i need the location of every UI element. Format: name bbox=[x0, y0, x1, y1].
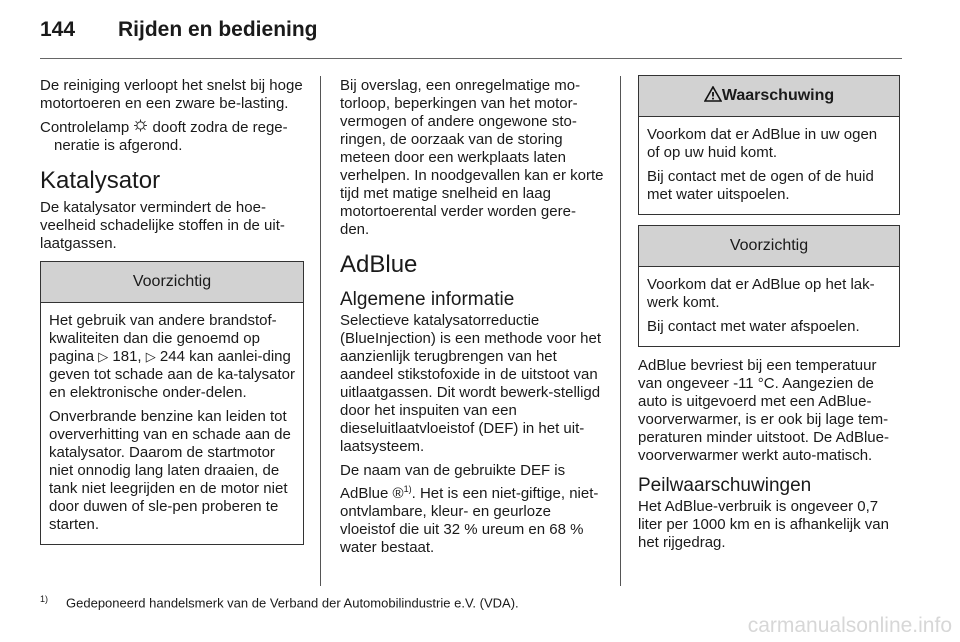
heading-katalysator: Katalysator bbox=[40, 167, 161, 194]
header-rule bbox=[40, 58, 902, 59]
column-3 bbox=[638, 67, 900, 558]
paragraph: De reiniging verloopt het snelst bij hoge motortoeren en een zware be-lasting. bbox=[40, 77, 303, 112]
warning-triangle-icon bbox=[704, 87, 722, 104]
text: De naam van de gebruikte DEF is AdBlue ® bbox=[340, 462, 566, 502]
text: . Het is een niet-giftige, niet-ontvlambare, kleur- en geurloze vloeistof die uit 32 % ureum en 68 % water bestaat. bbox=[340, 485, 599, 556]
caution-box bbox=[40, 261, 304, 545]
paragraph: Onverbrande benzine kan leiden tot oververhitting van en schade aan de katalysator. Daarom de startmotor niet onnodig lang laten draaien, de tank niet leegrijden en de motor niet door duwen of sle-pen proberen te starten. bbox=[49, 408, 291, 533]
paragraph: Voorkom dat er AdBlue in uw ogen of op uw huid komt. bbox=[647, 126, 878, 161]
paragraph: De katalysator vermindert de hoe-veelheid schadelijke stoffen in de uit-laatgassen. bbox=[40, 199, 285, 252]
text: Controlelamp bbox=[40, 119, 134, 136]
column-2 bbox=[340, 77, 604, 563]
paragraph: AdBlue bevriest bij een temperatuur van ongeveer -11 °C. Aangezien de auto is uitgevoerd met een AdBlue-voorverwarmer, is er ook bij lage tem-peraturen minder uitstoot. De AdBlue-voorverwarmer werkt auto-matisch. bbox=[638, 357, 889, 464]
paragraph bbox=[40, 119, 304, 155]
warning-box bbox=[638, 75, 900, 215]
page-number: 144 bbox=[40, 18, 76, 41]
heading-algemene-informatie: Algemene informatie bbox=[340, 289, 515, 310]
caution-title: Voorzichtig bbox=[41, 262, 303, 303]
footnote-ref: 1) bbox=[403, 484, 412, 494]
page-header bbox=[40, 18, 318, 42]
page-reference-arrow-icon: ▷ bbox=[145, 349, 156, 364]
diesel-filter-lamp-icon bbox=[133, 119, 148, 136]
paragraph: Bij contact met de ogen of de huid met water uitspoelen. bbox=[647, 168, 874, 203]
warning-header bbox=[639, 76, 899, 117]
paragraph: Bij contact met water afspoelen. bbox=[647, 318, 860, 335]
caution-title: Voorzichtig bbox=[639, 226, 899, 267]
paragraph: Bij overslag, een onregelmatige mo-torloop, beperkingen van het motor-vermogen of andere ongewone sto-ringen, de oorzaak van de storing meteen door een werkplaats laten verhelpen. In noodgevallen kan er korte tijd met matige snelheid en laag motortoerental verder worden gere-den. bbox=[340, 77, 604, 238]
footnote-text: Gedeponeerd handelsmerk van de Verband der Automobilindustrie e.V. (VDA). bbox=[66, 595, 519, 611]
paragraph: Selectieve katalysatorreductie (BlueInjection) is een methode voor het aanzienlijk terugbrengen van het aandeel stikstofoxide in de uitstoot van uitlaatgassen. Dit wordt bewerk-stelligd door het inspuiten van een dieseluitlaatvloeistof (DEF) in het uit-laatsysteem. bbox=[340, 312, 601, 455]
column-divider-1 bbox=[320, 76, 321, 586]
paragraph bbox=[340, 462, 604, 557]
caution-box bbox=[638, 225, 900, 347]
paragraph bbox=[49, 312, 295, 402]
heading-adblue: AdBlue bbox=[340, 251, 418, 278]
paragraph: Voorkom dat er AdBlue op het lak-werk komt. bbox=[647, 276, 875, 311]
heading-peilwaarschuwingen: Peilwaarschuwingen bbox=[638, 475, 812, 496]
footnote-mark: 1) bbox=[40, 594, 49, 604]
text: dooft zodra de rege-neratie is afgerond. bbox=[54, 119, 288, 154]
page-reference-link[interactable]: 181, bbox=[108, 348, 146, 365]
footnote bbox=[40, 594, 519, 610]
watermark: carmanualsonline.info bbox=[747, 614, 952, 637]
column-divider-2 bbox=[620, 76, 621, 586]
column-1 bbox=[40, 77, 304, 555]
paragraph: Het AdBlue-verbruik is ongeveer 0,7 liter per 1000 km en is afhankelijk van het rijgedrag. bbox=[638, 498, 889, 551]
text: Het gebruik van andere brandstof-kwaliteiten dan die genoemd op pagina bbox=[49, 312, 277, 365]
page-reference-arrow-icon: ▷ bbox=[98, 349, 109, 364]
text: 244 kan aanlei-ding geven tot schade aan de ka-talysator en elektronische onder-delen. bbox=[49, 348, 295, 401]
warning-title: Waarschuwing bbox=[721, 87, 835, 104]
page-title: Rijden en bediening bbox=[118, 18, 318, 41]
